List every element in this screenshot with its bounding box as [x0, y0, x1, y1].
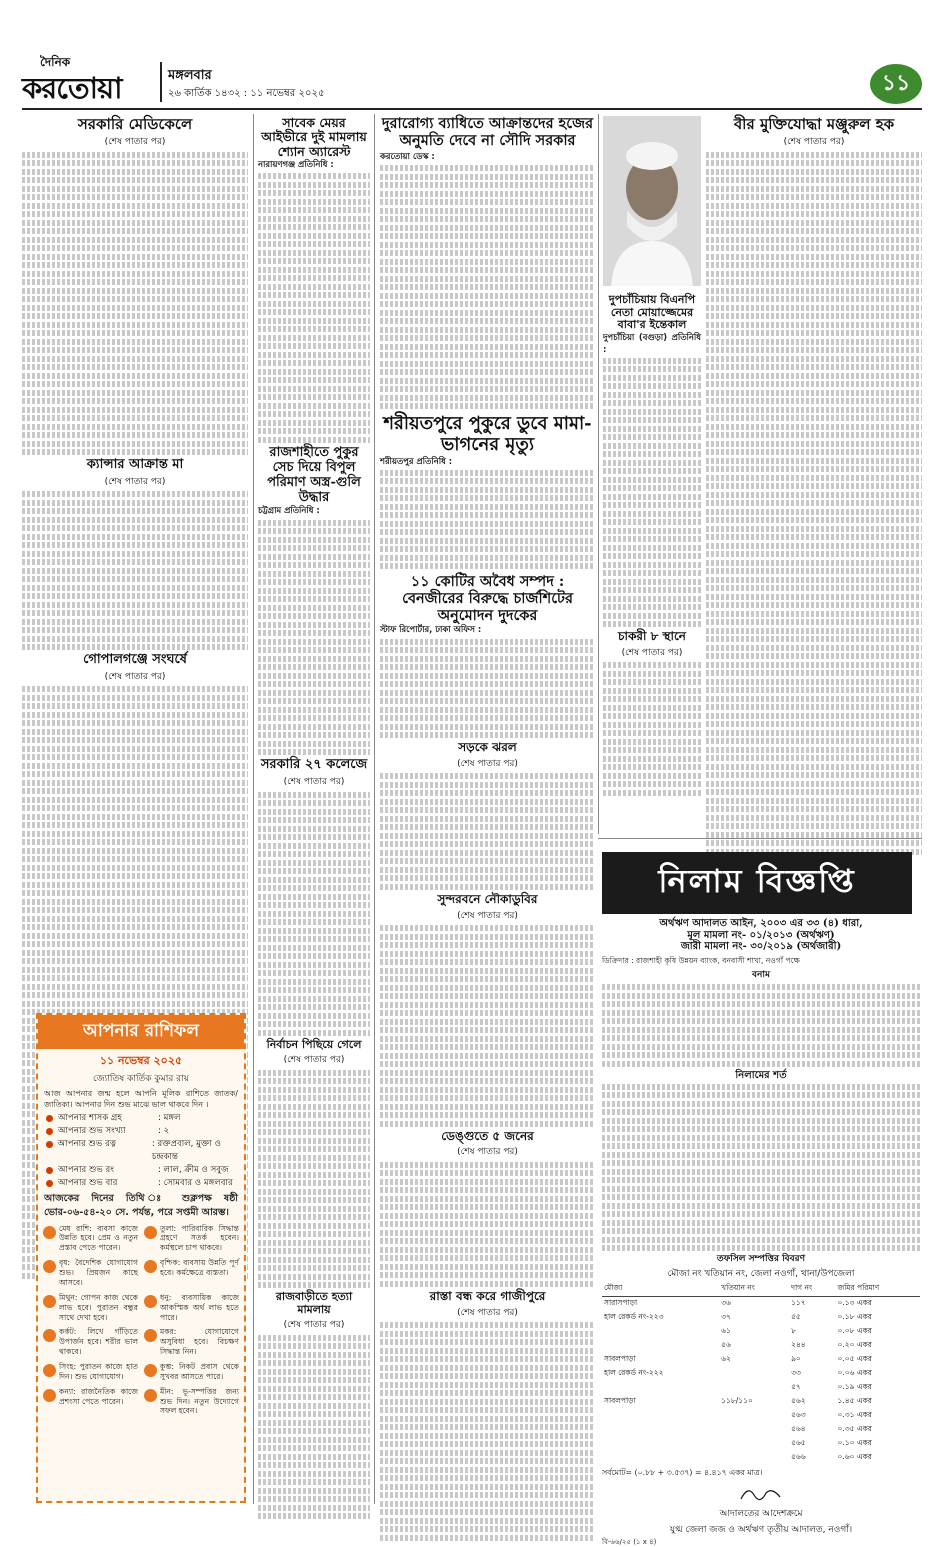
- lucky-row: [46, 1112, 244, 1125]
- bullet-icon: [46, 1141, 53, 1148]
- bullet-icon: [46, 1128, 53, 1135]
- headline-8-places[interactable]: চাকরী ৮ স্থানে: [618, 629, 686, 644]
- schedule-cell: [602, 1409, 719, 1423]
- schedule-cell: ৫৭: [791, 1381, 801, 1391]
- table-row: [602, 1353, 920, 1367]
- article-body: [258, 159, 370, 443]
- lucky-value: : সোমবার ও মঙ্গলবার: [158, 1177, 233, 1188]
- schedule-col-header: জমির পরিমাণ: [835, 1282, 920, 1297]
- zodiac-sign-icon: [43, 1295, 56, 1308]
- article-body: [258, 1335, 370, 1520]
- continued-note: (শেষ পাতার পর): [457, 1147, 518, 1158]
- schedule-cell: ০.০৮ একর: [837, 1325, 872, 1335]
- auction-ref: বি-৬৬/২৫ (১ x ৪): [602, 1537, 657, 1546]
- schedule-cell: [602, 1437, 719, 1451]
- schedule-cell: ২৪৪: [791, 1339, 806, 1349]
- schedule-cell: ৫৬২: [791, 1395, 806, 1405]
- schedule-total: সর্বমোট= (০.৮৮ + ৩.৫৩৭) = ৪.৪১৭ একর মাত্র।: [602, 1467, 763, 1477]
- zodiac-text: বৃশ্চিক: ব্যবসায় উন্নতি পূর্ণ হবে। কর্মক্ষেত্রে ব্যস্ততা।: [160, 1258, 239, 1278]
- schedule-cell: ০.১৮ একর: [837, 1311, 872, 1321]
- continued-note: (শেষ পাতার পর): [104, 476, 166, 487]
- headline-obituary[interactable]: দুপচাঁচিয়ায় বিএনপি নেতা মোয়াজ্জেমের বাবা'র ইন্তেকাল: [608, 293, 696, 332]
- logo-name: করতোয়া: [22, 71, 122, 105]
- auction-law: অর্থঋণ আদালত আইন, ২০০৩ এর ৩৩ (৪) ধারা,: [659, 918, 863, 929]
- dateline: চট্টগ্রাম প্রতিনিধি :: [258, 505, 320, 516]
- zodiac-text: তুলা: পারিবারিক সিদ্ধান্ত গ্রহণে সতর্ক হবেন। কর্মস্থলে চাপ থাকবে।: [160, 1223, 239, 1253]
- horoscope-box: [36, 1013, 246, 1503]
- schedule-table: [602, 1282, 920, 1465]
- zodiac-entry: [43, 1258, 138, 1288]
- zodiac-entry: [144, 1327, 239, 1357]
- zodiac-text: সিংহ: পুরাতন কাজে হাত দিন। শুভ যোগাযোগ।: [59, 1361, 138, 1381]
- schedule-cell: ৩৬: [721, 1297, 731, 1307]
- schedule-cell: ৫৬৩: [791, 1409, 806, 1419]
- article-body: [706, 152, 922, 855]
- article-body: [380, 456, 595, 570]
- lucky-row: [46, 1177, 244, 1190]
- zodiac-entry: [144, 1224, 239, 1254]
- continued-note: (শেষ পাতার পর): [621, 647, 683, 658]
- masthead: [22, 55, 922, 105]
- horoscope-date: ১১ নভেম্বর ২০২৫: [99, 1054, 183, 1067]
- schedule-cell: ৫৬: [721, 1339, 731, 1349]
- zodiac-sign-icon: [43, 1260, 56, 1273]
- schedule-cell: [719, 1423, 789, 1437]
- article-body: [603, 332, 701, 627]
- schedule-cell: ৩৩: [791, 1367, 801, 1377]
- schedule-cell: ০.০৬ একর: [837, 1367, 872, 1377]
- newspaper-logo[interactable]: [22, 55, 152, 105]
- article-body: [258, 505, 370, 755]
- schedule-col-header: খতিয়ান নং: [719, 1282, 789, 1297]
- schedule-cell: ৫৬৪: [791, 1423, 806, 1433]
- schedule-cell: সারাসপাড়া: [604, 1297, 638, 1307]
- schedule-cell: [602, 1451, 719, 1465]
- schedule-cell: সাবলপাড়া: [604, 1395, 636, 1405]
- zodiac-text: মীন: ভূ-সম্পত্তির জন্য শুভ দিন। নতুন উদ্যোগে সফল হবেন।: [160, 1386, 239, 1416]
- zodiac-sign-icon: [144, 1260, 157, 1273]
- zodiac-entry: [43, 1293, 138, 1323]
- issue-date: ২৬ কার্তিক ১৪৩২ : ১১ নভেম্বর ২০২৫: [168, 88, 325, 99]
- article-body: [258, 792, 370, 1036]
- schedule-cell: [602, 1339, 719, 1353]
- headline-road-accident[interactable]: সড়কে ঝরল: [458, 740, 517, 755]
- headline-sundarbans[interactable]: সুন্দরবনে নৌকাডুবির: [437, 891, 538, 906]
- zodiac-sign-icon: [144, 1329, 157, 1342]
- schedule-cell: ০.১৯ একর: [837, 1381, 872, 1391]
- schedule-cell: ০.১০ একর: [837, 1437, 872, 1447]
- schedule-cell: ৮: [791, 1325, 796, 1335]
- headline-freedom-fighter[interactable]: বীর মুক্তিযোদ্ধা মঞ্জুরুল হক: [733, 115, 895, 133]
- zodiac-entry: [43, 1224, 138, 1254]
- auction-case-execution: জারী মামলা নং- ৩০/২০১৯ (অর্থজারী): [680, 941, 842, 952]
- schedule-cell: হাল রেকর্ড নং-২২২: [604, 1367, 664, 1377]
- schedule-col-header: মৌজা: [602, 1282, 719, 1297]
- auction-decree-holder: ডিক্রিদার : রাজশাহী কৃষি উন্নয়ন ব্যাংক, বনবাসী শাখা, নওগাঁ পক্ষে: [602, 955, 800, 965]
- lucky-row: [46, 1125, 244, 1138]
- table-row: [602, 1339, 920, 1353]
- schedule-cell: [719, 1437, 789, 1451]
- schedule-cell: [719, 1451, 789, 1465]
- column-2: [258, 116, 370, 1506]
- schedule-cell: সাবলপাড়া: [604, 1353, 636, 1363]
- auction-versus: বনাম: [752, 969, 770, 980]
- schedule-cell: ৫৫: [791, 1311, 801, 1321]
- headline-rajbari-murder[interactable]: রাজবাড়ীতে হত্যা মামলায়: [275, 1290, 353, 1316]
- auction-case-main: মূল মামলা নং- ০১/২০১৩ (অর্থঋণ): [687, 929, 835, 941]
- zodiac-sign-icon: [144, 1295, 157, 1308]
- headline-cancer-mother[interactable]: ক্যান্সার আক্রান্ত মা: [86, 456, 184, 472]
- continued-note: (শেষ পাতার পর): [104, 671, 166, 682]
- horoscope-title: আপনার রাশিফল: [38, 1015, 244, 1049]
- zodiac-entry: [144, 1362, 239, 1382]
- schedule-cell: [719, 1409, 789, 1423]
- schedule-cell: হাল রেকর্ড নং-২২৩: [604, 1311, 664, 1321]
- table-row: [602, 1311, 920, 1325]
- zodiac-entry: [43, 1327, 138, 1357]
- article-body: [603, 662, 701, 796]
- bullet-icon: [46, 1180, 53, 1187]
- zodiac-sign-icon: [43, 1226, 56, 1239]
- zodiac-text: কর্কট: লিখে গাঁড়িতে উপার্জন হবে। শরীর ভাল থাকবে।: [59, 1327, 138, 1357]
- column-obituary: [603, 116, 701, 836]
- headline-gazipur[interactable]: রাস্তা বন্ধ করে গাজীপুরে: [429, 1288, 546, 1303]
- lucky-value: : মঙ্গল: [158, 1113, 181, 1124]
- schedule-cell: [602, 1423, 719, 1437]
- zodiac-sign-icon: [144, 1389, 157, 1402]
- table-row: [602, 1296, 920, 1311]
- continued-note: (শেষ পাতার পর): [283, 1320, 345, 1331]
- schedule-cell: ১১৭: [791, 1297, 806, 1307]
- zodiac-text: কুম্ভ: নিকট প্রবাস থেকে সুখবর আসতে পারে।: [160, 1361, 239, 1381]
- astrologer-name: জ্যোতিষ কার্তিক কুমার রায়: [92, 1074, 190, 1084]
- schedule-subtitle: মৌজা নং খতিয়ান নং, জেলা নওগাঁ, থানা/উপজেলা: [667, 1268, 855, 1279]
- table-row: [602, 1451, 920, 1465]
- lucky-key: আপনার শাসক গ্রহ: [58, 1113, 122, 1124]
- column-1: [22, 116, 248, 1006]
- schedule-cell: ০.২০ একর: [837, 1339, 872, 1349]
- schedule-cell: ০.৩৫ একর: [837, 1423, 872, 1433]
- page-number-badge: ১১: [870, 64, 922, 104]
- schedule-cell: [719, 1381, 789, 1395]
- zodiac-text: মিথুন: গোপন কাজ থেকে লাভ হবে। পুরাতন বন্ধুর সাথে দেখা হবে।: [59, 1292, 138, 1322]
- schedule-cell: ১১৮/১১০: [721, 1395, 753, 1405]
- zodiac-entry: [43, 1362, 138, 1382]
- article-body: [380, 1162, 595, 1287]
- article-body: [380, 925, 595, 1127]
- table-row: [602, 1367, 920, 1381]
- lucky-key: আপনার শুভ সংখ্যা: [58, 1125, 126, 1136]
- lucky-value: : ২: [158, 1125, 170, 1136]
- headline-hajj[interactable]: দুরারোগ্য ব্যাধিতে আক্রান্তদের হজের অনুমতি দেবে না সৌদি সরকার: [381, 115, 594, 149]
- zodiac-sign-icon: [144, 1226, 157, 1239]
- article-body: [380, 773, 595, 890]
- column-divider: [598, 114, 599, 834]
- zodiac-sign-icon: [43, 1329, 56, 1342]
- continued-note: (শেষ পাতার পর): [783, 137, 845, 148]
- schedule-cell: [719, 1367, 789, 1381]
- zodiac-grid: [38, 1222, 244, 1419]
- zodiac-entry: [144, 1293, 239, 1323]
- continued-note: (শেষ পাতার পর): [104, 137, 166, 148]
- dateline: স্টাফ রিপোর্টার, ঢাকা অফিস :: [380, 624, 482, 635]
- headline-election-delay[interactable]: নির্বাচন পিছিয়ে গেলে: [266, 1037, 362, 1051]
- schedule-cell: [602, 1381, 719, 1395]
- auction-order-by: আদালতের আদেশক্রমে: [719, 1508, 803, 1519]
- zodiac-sign-icon: [43, 1389, 56, 1402]
- column-divider: [253, 114, 254, 1504]
- column-5: [706, 116, 922, 836]
- section-divider: [598, 838, 922, 839]
- article-body: [380, 1322, 595, 1541]
- continued-note: (শেষ পাতার পর): [457, 1307, 518, 1318]
- zodiac-text: বৃষ: বৈদেশিক যোগাযোগ শুভ। প্রিয়জন কাছে আসবে।: [59, 1258, 138, 1287]
- headline-drowning[interactable]: শরীয়তপুরে পুকুরে ডুবে মামা-ভাগনের মৃত্যু: [383, 413, 592, 456]
- continued-note: (শেষ পাতার পর): [283, 1055, 345, 1066]
- auction-parties: [602, 984, 920, 1067]
- schedule-heading: তফসিল সম্পত্তির বিবরণ: [716, 1254, 806, 1265]
- schedule-cell: ৫৬৫: [791, 1437, 806, 1447]
- table-row: [602, 1437, 920, 1451]
- zodiac-text: ধনু: ব্যবসায়িক কাজে আকস্মিক অর্থ লাভ হতে পারে।: [160, 1292, 239, 1322]
- horoscope-intro: আজ আপনার জন্ম হলে আপনি মূলিক রাশিতে জাতক/জাতিকা। আপনার দিন শুভ মাঝে ভাল থাকবে দিন ।: [44, 1089, 238, 1110]
- schedule-cell: ০.৩১ একর: [837, 1409, 872, 1419]
- column-divider: [374, 114, 375, 1504]
- schedule-cell: ৬২: [721, 1353, 731, 1363]
- schedule-cell: ৯০: [791, 1353, 801, 1363]
- auction-notice-banner: নিলাম বিজ্ঞপ্তি: [602, 852, 912, 914]
- dateline: শরীয়তপুর প্রতিনিধি :: [380, 455, 453, 466]
- headline-gopalganj[interactable]: গোপালগঞ্জে সংঘর্ষে: [83, 651, 187, 667]
- schedule-col-header: দাগ নং: [789, 1282, 835, 1297]
- zodiac-entry: [144, 1258, 239, 1288]
- masthead-rule: [22, 108, 922, 110]
- table-row: [602, 1423, 920, 1437]
- auction-notice: [602, 918, 920, 1546]
- headline-benazir[interactable]: ১১ কোটির অবৈধ সম্পদ : বেনজীরের বিরুদ্ধে চার্জশিটের অনুমোদন দুদকের: [402, 573, 573, 624]
- schedule-cell: ০.১৩ একর: [837, 1297, 872, 1307]
- lucky-row: [46, 1164, 244, 1177]
- zodiac-text: মেষ রাশি: ব্যবসা কাজে উন্নতি হবে। প্রেম ও নতুন প্রস্তাব পেতে পারেন।: [59, 1223, 138, 1253]
- weekday: মঙ্গলবার: [168, 68, 212, 83]
- schedule-cell: [602, 1325, 719, 1339]
- dateline: নারায়ণগঞ্জ প্রতিনিধি :: [258, 159, 334, 170]
- zodiac-text: কন্যা: রাজনৈতিক কাজে প্রশংসা পেতে পারেন।: [59, 1386, 138, 1406]
- portrait-photo: [603, 116, 701, 286]
- schedule-cell: ১.৪৫ একর: [837, 1395, 872, 1405]
- zodiac-entry: [43, 1387, 138, 1417]
- lucky-key: আপনার শুভ রং: [58, 1164, 114, 1175]
- headline-arms-recovery[interactable]: রাজশাহীতে পুকুর সেচ দিয়ে বিপুল পরিমাণ অস্ত্র-গুলি উদ্ধার: [267, 444, 361, 505]
- column-3: [380, 116, 595, 1506]
- dateline: দুপচাঁচিয়া (বগুড়া) প্রতিনিধি :: [603, 331, 701, 354]
- bullet-icon: [46, 1115, 53, 1122]
- table-row: [602, 1381, 920, 1395]
- lucky-key: আপনার শুভ রত্ন: [57, 1138, 117, 1149]
- article-body: [258, 1070, 370, 1289]
- schedule-cell: ০.০৫ একর: [837, 1353, 872, 1363]
- table-row: [602, 1395, 920, 1409]
- horoscope-lucky-list: [38, 1112, 244, 1189]
- auction-court: যুগ্ম জেলা জজ ও অর্থঋণ তৃতীয় আদালত, নওগাঁ।: [669, 1524, 853, 1535]
- lucky-value: : লাল, ক্রীম ও সবুজ: [158, 1164, 229, 1175]
- headline-27-colleges[interactable]: সরকারি ২৭ কলেজে: [260, 757, 368, 773]
- zodiac-sign-icon: [144, 1364, 157, 1377]
- lucky-row: [46, 1138, 244, 1164]
- zodiac-text: মকর: যোগাযোগে অসুবিধা হবে। বিচক্ষণ সিদ্ধান্ত নিন।: [160, 1327, 239, 1357]
- headline-dengue[interactable]: ডেঙ্গুতে ৫ জনের: [441, 1128, 534, 1143]
- logo-prefix: দৈনিক: [40, 55, 71, 69]
- table-row: [602, 1409, 920, 1423]
- article-body: [380, 151, 595, 409]
- schedule-cell: ৫৬৬: [791, 1451, 806, 1461]
- auction-terms: [602, 1084, 920, 1252]
- zodiac-entry: [144, 1387, 239, 1417]
- lucky-value: : রক্তপ্রবাল, মুক্তা ও চন্দ্রকান্ত: [151, 1138, 221, 1162]
- article-body: [22, 152, 248, 456]
- zodiac-sign-icon: [43, 1364, 56, 1377]
- headline-medical[interactable]: সরকারি মেডিকেলে: [77, 115, 193, 133]
- schedule-cell: ০.৬০ একর: [837, 1451, 872, 1461]
- continued-note: (শেষ পাতার পর): [283, 777, 345, 787]
- auction-terms-heading: নিলামের শর্ত: [735, 1069, 787, 1081]
- masthead-divider: [160, 62, 162, 102]
- lucky-key: আপনার শুভ বার: [58, 1177, 118, 1188]
- schedule-cell: ৩৭: [721, 1311, 731, 1321]
- table-row: [602, 1325, 920, 1339]
- judge-signature: [736, 1483, 786, 1505]
- article-body: [22, 491, 248, 650]
- dateline: করতোয়া ডেস্ক :: [380, 151, 435, 162]
- continued-note: (শেষ পাতার পর): [457, 758, 518, 769]
- continued-note: (শেষ পাতার পর): [457, 910, 518, 921]
- article-body: [380, 624, 595, 738]
- bullet-icon: [46, 1167, 53, 1174]
- today-tithi: আজকের দিনের তিথি ঃ শুক্লপক্ষ ষষ্ঠী ভোর-০৬-৫৪-২০ সে. পর্যন্ত, পরে সপ্তমী আরম্ভ।: [44, 1193, 238, 1218]
- schedule-cell: ৬১: [721, 1325, 731, 1335]
- headline-ivy[interactable]: সাবেক মেয়র আইভীরে দুই মামলায় শ্যোন অ্যারেস্ট: [261, 115, 367, 159]
